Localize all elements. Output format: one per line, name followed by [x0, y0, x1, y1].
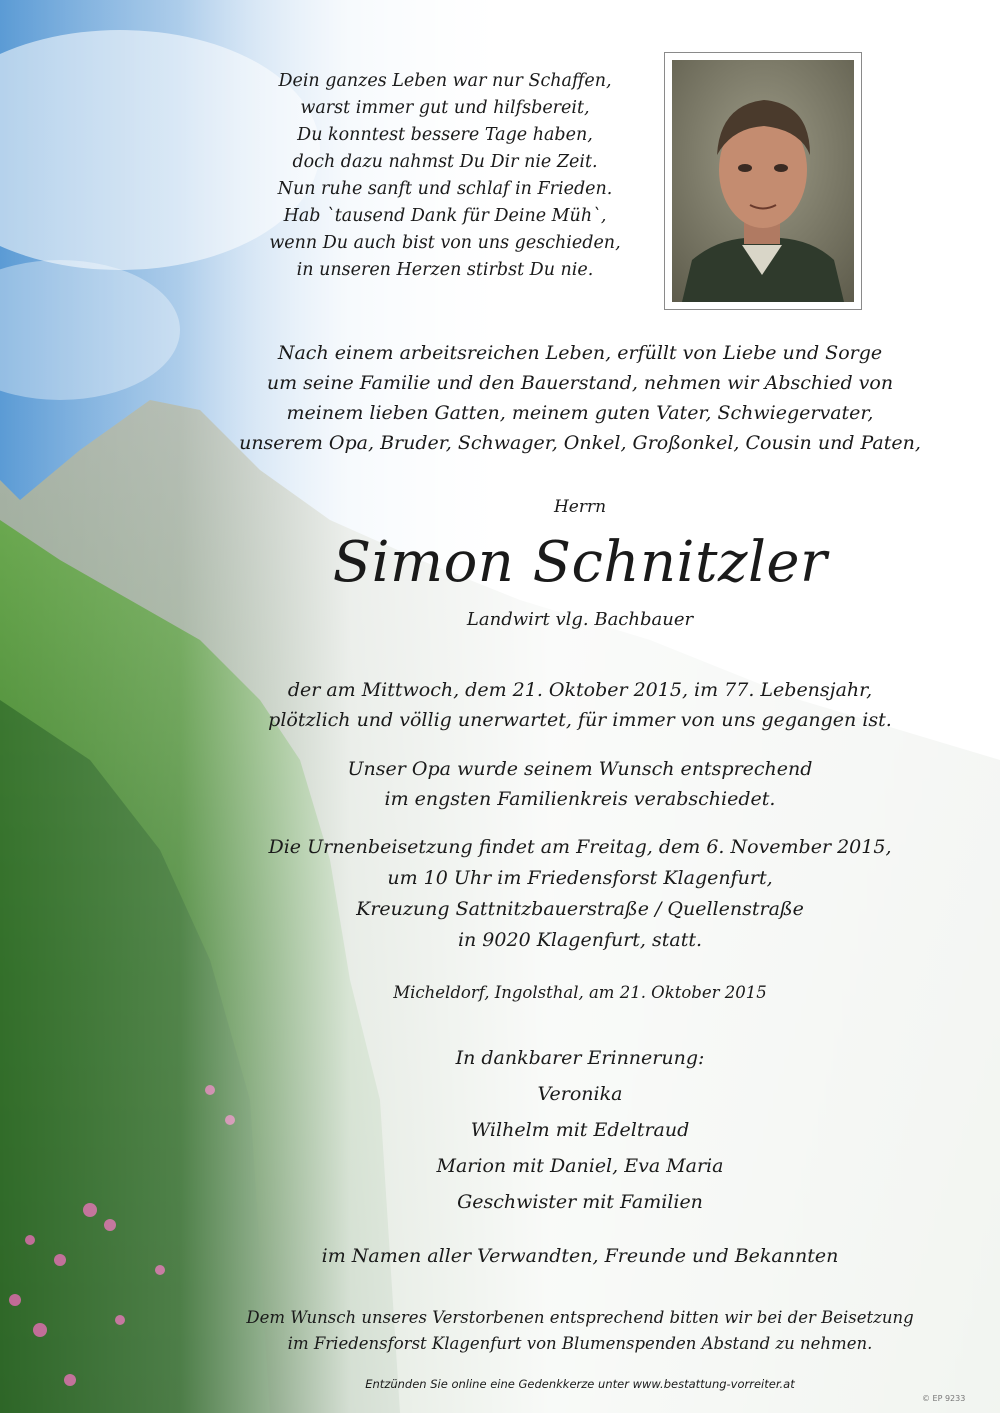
request-line: Dem Wunsch unseres Verstorbenen entsprechend bitten wir bei der Beisetzung: [246, 1308, 914, 1327]
donation-request: [160, 1305, 1000, 1357]
mourners-heading: In dankbarer Erinnerung:: [455, 1047, 705, 1069]
funeral-details: [230, 832, 930, 956]
farewell-notice: [230, 754, 930, 814]
poem: [245, 68, 645, 284]
poem-line: in unseren Herzen stirbst Du nie.: [296, 260, 594, 280]
occupation: Landwirt vlg. Bachbauer: [466, 609, 694, 630]
mourners-list: [330, 1040, 830, 1220]
portrait-photo: [672, 60, 854, 302]
online-candle-footer: Entzünden Sie online eine Gedenkkerze unter www.bestattung-vorreiter.at: [365, 1377, 795, 1391]
portrait-frame: [664, 52, 862, 310]
poem-line: Dein ganzes Leben war nur Schaffen,: [278, 71, 612, 91]
poem-line: Hab `tausend Dank für Deine Müh`,: [283, 206, 607, 226]
place-date: Micheldorf, Ingolsthal, am 21. Oktober 2015: [393, 983, 767, 1002]
intro-text: [200, 338, 960, 458]
mourner: Geschwister mit Familien: [457, 1191, 703, 1213]
death-line: plötzlich und völlig unerwartet, für immer von uns gegangen ist.: [268, 709, 892, 731]
funeral-line: Kreuzung Sattnitzbauerstraße / Quellenstraße: [356, 898, 804, 920]
mourner: Veronika: [537, 1083, 623, 1105]
poem-line: doch dazu nahmst Du Dir nie Zeit.: [292, 152, 598, 172]
mourner: Wilhelm mit Edeltraud: [470, 1119, 690, 1141]
poem-line: Nun ruhe sanft und schlaf in Frieden.: [277, 179, 613, 199]
mourner: Marion mit Daniel, Eva Maria: [436, 1155, 724, 1177]
intro-line: unserem Opa, Bruder, Schwager, Onkel, Großonkel, Cousin und Paten,: [239, 432, 921, 454]
death-line: der am Mittwoch, dem 21. Oktober 2015, im 77. Lebensjahr,: [287, 679, 873, 701]
intro-line: um seine Familie und den Bauerstand, nehmen wir Abschied von: [266, 372, 894, 394]
intro-line: Nach einem arbeitsreichen Leben, erfüllt von Liebe und Sorge: [277, 342, 883, 364]
intro-line: meinem lieben Gatten, meinem guten Vater, Schwiegervater,: [286, 402, 874, 424]
funeral-line: in 9020 Klagenfurt, statt.: [457, 929, 703, 951]
honorific: Herrn: [553, 497, 607, 517]
farewell-line: Unser Opa wurde seinem Wunsch entsprechend: [347, 758, 813, 780]
funeral-line: Die Urnenbeisetzung findet am Freitag, dem 6. November 2015,: [268, 836, 892, 858]
poem-line: wenn Du auch bist von uns geschieden,: [269, 233, 621, 253]
poem-line: Du konntest bessere Tage haben,: [297, 125, 593, 145]
death-notice: [230, 675, 930, 735]
poem-line: warst immer gut und hilfsbereit,: [300, 98, 590, 118]
request-line: im Friedensforst Klagenfurt von Blumenspenden Abstand zu nehmen.: [287, 1334, 873, 1353]
deceased-name: Simon Schnitzler: [332, 530, 828, 595]
portrait-image: [672, 60, 854, 302]
relatives-line: im Namen aller Verwandten, Freunde und Bekannten: [321, 1245, 839, 1267]
funeral-line: um 10 Uhr im Friedensforst Klagenfurt,: [387, 867, 773, 889]
print-code: © EP 9233: [922, 1394, 966, 1403]
farewell-line: im engsten Familienkreis verabschiedet.: [384, 788, 776, 810]
